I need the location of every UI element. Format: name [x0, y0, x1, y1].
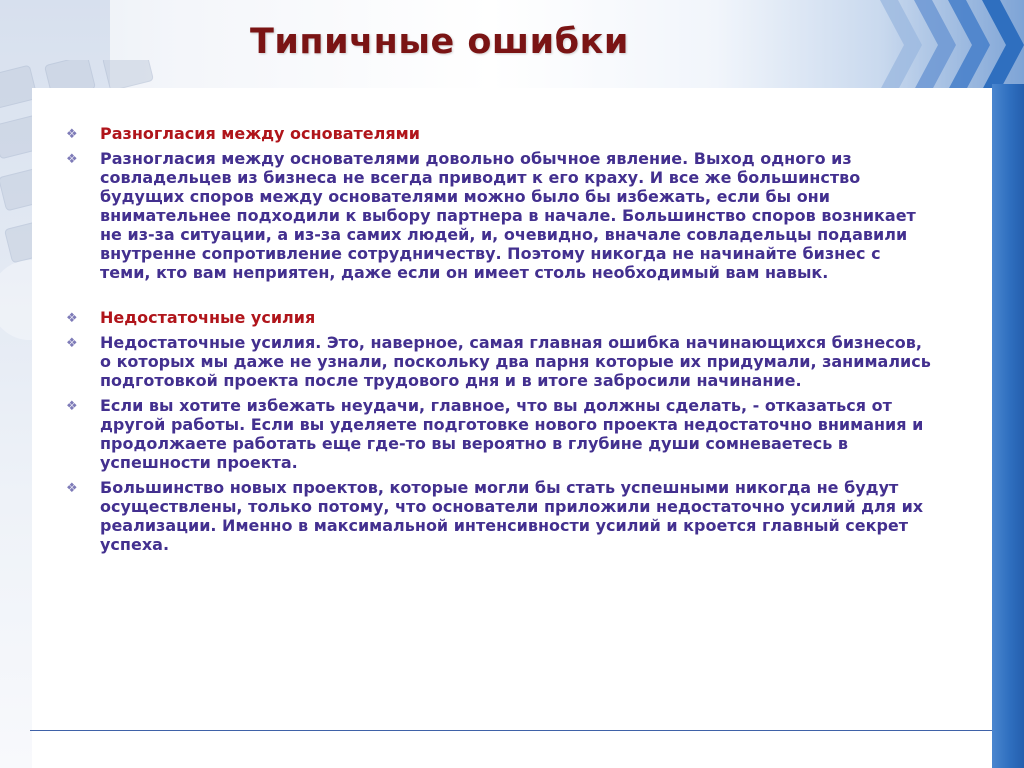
diamond-bullet-icon: ❖	[66, 481, 78, 496]
page-title: Типичные ошибки	[250, 22, 629, 62]
diamond-bullet-icon: ❖	[66, 127, 78, 142]
paragraph: Большинство новых проектов, которые могли бы стать успешными никогда не будут осуществлены, только потому, что основатели приложили недостаточно усилий для их реализации. Именно в максимальной интенсивности усилий и кроется главный секрет успеха.	[100, 478, 924, 554]
paragraph: Если вы хотите избежать неудачи, главное, что вы должны сделать, - отказаться от другой работы. Если вы уделяете подготовке нового проекта недостаточно внимания и продолжаете работать еще где-то вы вероятно в глубине души сомневаетесь в успешности проекта.	[100, 396, 924, 472]
footer-divider	[30, 730, 992, 731]
list-item	[66, 124, 934, 143]
diamond-bullet-icon: ❖	[66, 336, 78, 351]
list-item	[66, 149, 934, 282]
section-heading: Недостаточные усилия	[100, 308, 316, 327]
list-item	[66, 478, 934, 554]
section-spacer	[66, 288, 934, 308]
paragraph: Недостаточные усилия. Это, наверное, самая главная ошибка начинающихся бизнесов, о которых мы даже не узнали, поскольку два парня которые их придумали, занимались подготовкой проекта после трудового дня и в итоге забросили начинание.	[100, 333, 931, 390]
slide-content	[66, 124, 934, 560]
paragraph: Разногласия между основателями довольно обычное явление. Выход одного из совладельцев из бизнеса не всегда приводит к его краху. И все же большинство будущих споров между основателями можно было бы избежать, если бы они внимательнее подходили к выбору партнера в начале. Большинство споров возникает не из-за ситуации, а из-за самих людей, и, очевидно, вначале совладельцы подавили внутренне сопротивление сотрудничеству. Поэтому никогда не начинайте бизнес с теми, кто вам неприятен, даже если он имеет столь необходимый вам навык.	[100, 149, 916, 282]
diamond-bullet-icon: ❖	[66, 311, 78, 326]
diamond-bullet-icon: ❖	[66, 399, 78, 414]
section-heading: Разногласия между основателями	[100, 124, 420, 143]
list-item	[66, 308, 934, 327]
right-accent-bar	[992, 84, 1024, 768]
list-item	[66, 333, 934, 390]
list-item	[66, 396, 934, 472]
chevron-decoration-icon	[880, 0, 1024, 90]
diamond-bullet-icon: ❖	[66, 152, 78, 167]
